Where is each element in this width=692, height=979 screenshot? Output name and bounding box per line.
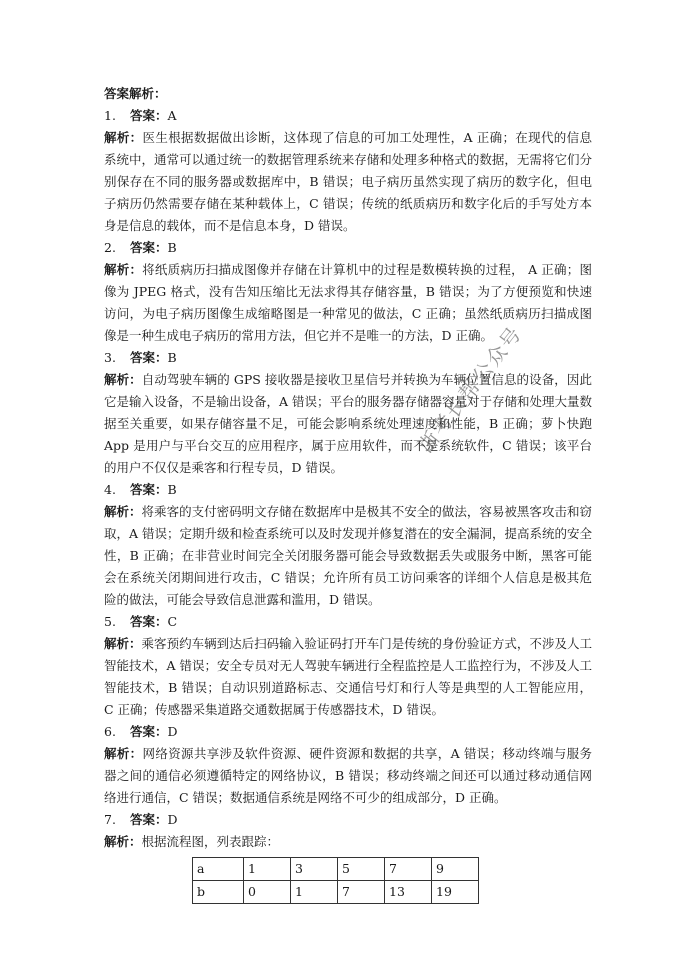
explanation-text: 根据流程图，列表跟踪： bbox=[141, 834, 280, 849]
trace-cell: 1 bbox=[244, 858, 291, 881]
answer-line bbox=[104, 611, 592, 633]
explanation-label: 解析： bbox=[104, 746, 143, 761]
trace-row-header: b bbox=[193, 881, 244, 904]
answer-line bbox=[104, 721, 592, 743]
items-list bbox=[104, 105, 592, 853]
explanation bbox=[104, 743, 592, 809]
answer-label: 答案： bbox=[130, 614, 168, 629]
explanation bbox=[104, 633, 592, 721]
explanation-label: 解析： bbox=[104, 834, 142, 849]
question-number: 1. bbox=[104, 108, 116, 123]
explanation-label: 解析： bbox=[104, 636, 142, 651]
answer-label: 答案： bbox=[130, 724, 168, 739]
question-number: 7. bbox=[104, 812, 116, 827]
answer-label: 答案： bbox=[130, 350, 168, 365]
trace-cell: 7 bbox=[338, 881, 385, 904]
explanation bbox=[104, 127, 592, 237]
explanation-text: 将乘客的支付密码明文存储在数据库中是极其不安全的做法，容易被黑客攻击和窃取，A 错误；定期升级和检查系统可以及时发现并修复潜在的安全漏洞，提高系统的安全性，B 正确；在非营业时间完全关闭服务器可能会导致数据丢失或服务中断，黑客可能会在系统关闭期间进行攻击，C 错误；允许所有员工访问乘客的详细个人信息是极其危险的做法，可能会导致信息泄露和滥用，D 错误。 bbox=[104, 504, 593, 607]
answer-line bbox=[104, 105, 592, 127]
answer-value: B bbox=[167, 240, 177, 255]
trace-cell: 13 bbox=[385, 881, 432, 904]
question-number: 4. bbox=[104, 482, 116, 497]
answer-line bbox=[104, 347, 592, 369]
question-number: 5. bbox=[104, 614, 116, 629]
answer-value: A bbox=[167, 108, 177, 123]
trace-row-header: a bbox=[193, 858, 244, 881]
explanation bbox=[104, 831, 592, 853]
trace-cell: 19 bbox=[432, 881, 479, 904]
trace-row bbox=[193, 881, 479, 904]
answer-value: C bbox=[167, 614, 178, 629]
section-heading: 答案解析： bbox=[104, 86, 167, 101]
answer-value: B bbox=[167, 350, 177, 365]
explanation-label: 解析： bbox=[104, 262, 143, 277]
question-number: 6. bbox=[104, 724, 116, 739]
explanation-text: 网络资源共享涉及软件资源、硬件资源和数据的共享，A 错误；移动终端与服务器之间的通信必须遵循特定的网络协议，B 错误；移动终端之间还可以通过移动通信网络进行通信，C 错误；数据通信系统是网络不可少的组成部分，D 正确。 bbox=[104, 746, 592, 805]
answer-value: B bbox=[167, 482, 177, 497]
explanation-text: 乘客预约车辆到达后扫码输入验证码打开车门是传统的身份验证方式，不涉及人工智能技术，A 错误；安全专员对无人驾驶车辆进行全程监控是人工监控行为，不涉及人工智能技术，B 错误；自动识别道路标志、交通信号灯和行人等是典型的人工智能应用， C 正确；传感器采集道路交通数据属于传感器技术，D 错误。 bbox=[104, 636, 593, 717]
answer-line bbox=[104, 237, 592, 259]
explanation bbox=[104, 501, 592, 611]
answer-line bbox=[104, 809, 592, 831]
trace-cell: 3 bbox=[291, 858, 338, 881]
trace-cell: 7 bbox=[385, 858, 432, 881]
answer-label: 答案： bbox=[130, 108, 168, 123]
explanation-label: 解析： bbox=[104, 372, 142, 387]
trace-row bbox=[193, 858, 479, 881]
answer-explanations bbox=[104, 83, 592, 904]
answer-value: D bbox=[167, 812, 178, 827]
question-number: 2. bbox=[104, 240, 116, 255]
watermark: 浙考长帮公众号 bbox=[413, 321, 527, 458]
question-number: 3. bbox=[104, 350, 116, 365]
trace-cell: 9 bbox=[432, 858, 479, 881]
trace-table bbox=[192, 857, 479, 904]
answer-line bbox=[104, 479, 592, 501]
trace-cell: 0 bbox=[244, 881, 291, 904]
trace-cell: 5 bbox=[338, 858, 385, 881]
explanation-text: 自动驾驶车辆的 GPS 接收器是接收卫星信号并转换为车辆位置信息的设备，因此它是输入设备，不是输出设备，A 错误；平台的服务器存储器容量对于存储和处理大量数据至关重要，如果存储容量不足，可能会影响系统处理速度和性能，B 正确；萝卜快跑 App 是用户与平台交互的应用程序，属于应用软件，而不是系统软件，C 错误；该平台的用户不仅仅是乘客和行程专员，D 错误。 bbox=[104, 372, 593, 475]
answer-label: 答案： bbox=[130, 240, 168, 255]
explanation bbox=[104, 369, 592, 479]
answer-label: 答案： bbox=[130, 482, 168, 497]
explanation-label: 解析： bbox=[104, 130, 143, 145]
answer-value: D bbox=[167, 724, 178, 739]
explanation-text: 将纸质病历扫描成图像并存储在计算机中的过程是数模转换的过程， A 正确；图像为 JPEG 格式，没有告知压缩比无法求得其存储容量，B 错误；为了方便预览和快速访问，为电子病历图像生成缩略图是一种常见的做法，C 正确；虽然纸质病历扫描成图像是一种生成电子病历的常用方法，但它并不是唯一的方法，D 正确。 bbox=[104, 262, 592, 343]
explanation-label: 解析： bbox=[104, 504, 142, 519]
answer-label: 答案： bbox=[130, 812, 168, 827]
trace-cell: 1 bbox=[291, 881, 338, 904]
explanation-text: 医生根据数据做出诊断，这体现了信息的可加工处理性，A 正确；在现代的信息系统中，通常可以通过统一的数据管理系统来存储和处理多种格式的数据，无需将它们分别保存在不同的服务器或数据库中，B 错误；电子病历虽然实现了病历的数字化，但电子病历仍然需要存储在某种载体上，C 错误；传统的纸质病历和数字化后的手写处方本身是信息的载体，而不是信息本身，D 错误。 bbox=[104, 130, 592, 233]
